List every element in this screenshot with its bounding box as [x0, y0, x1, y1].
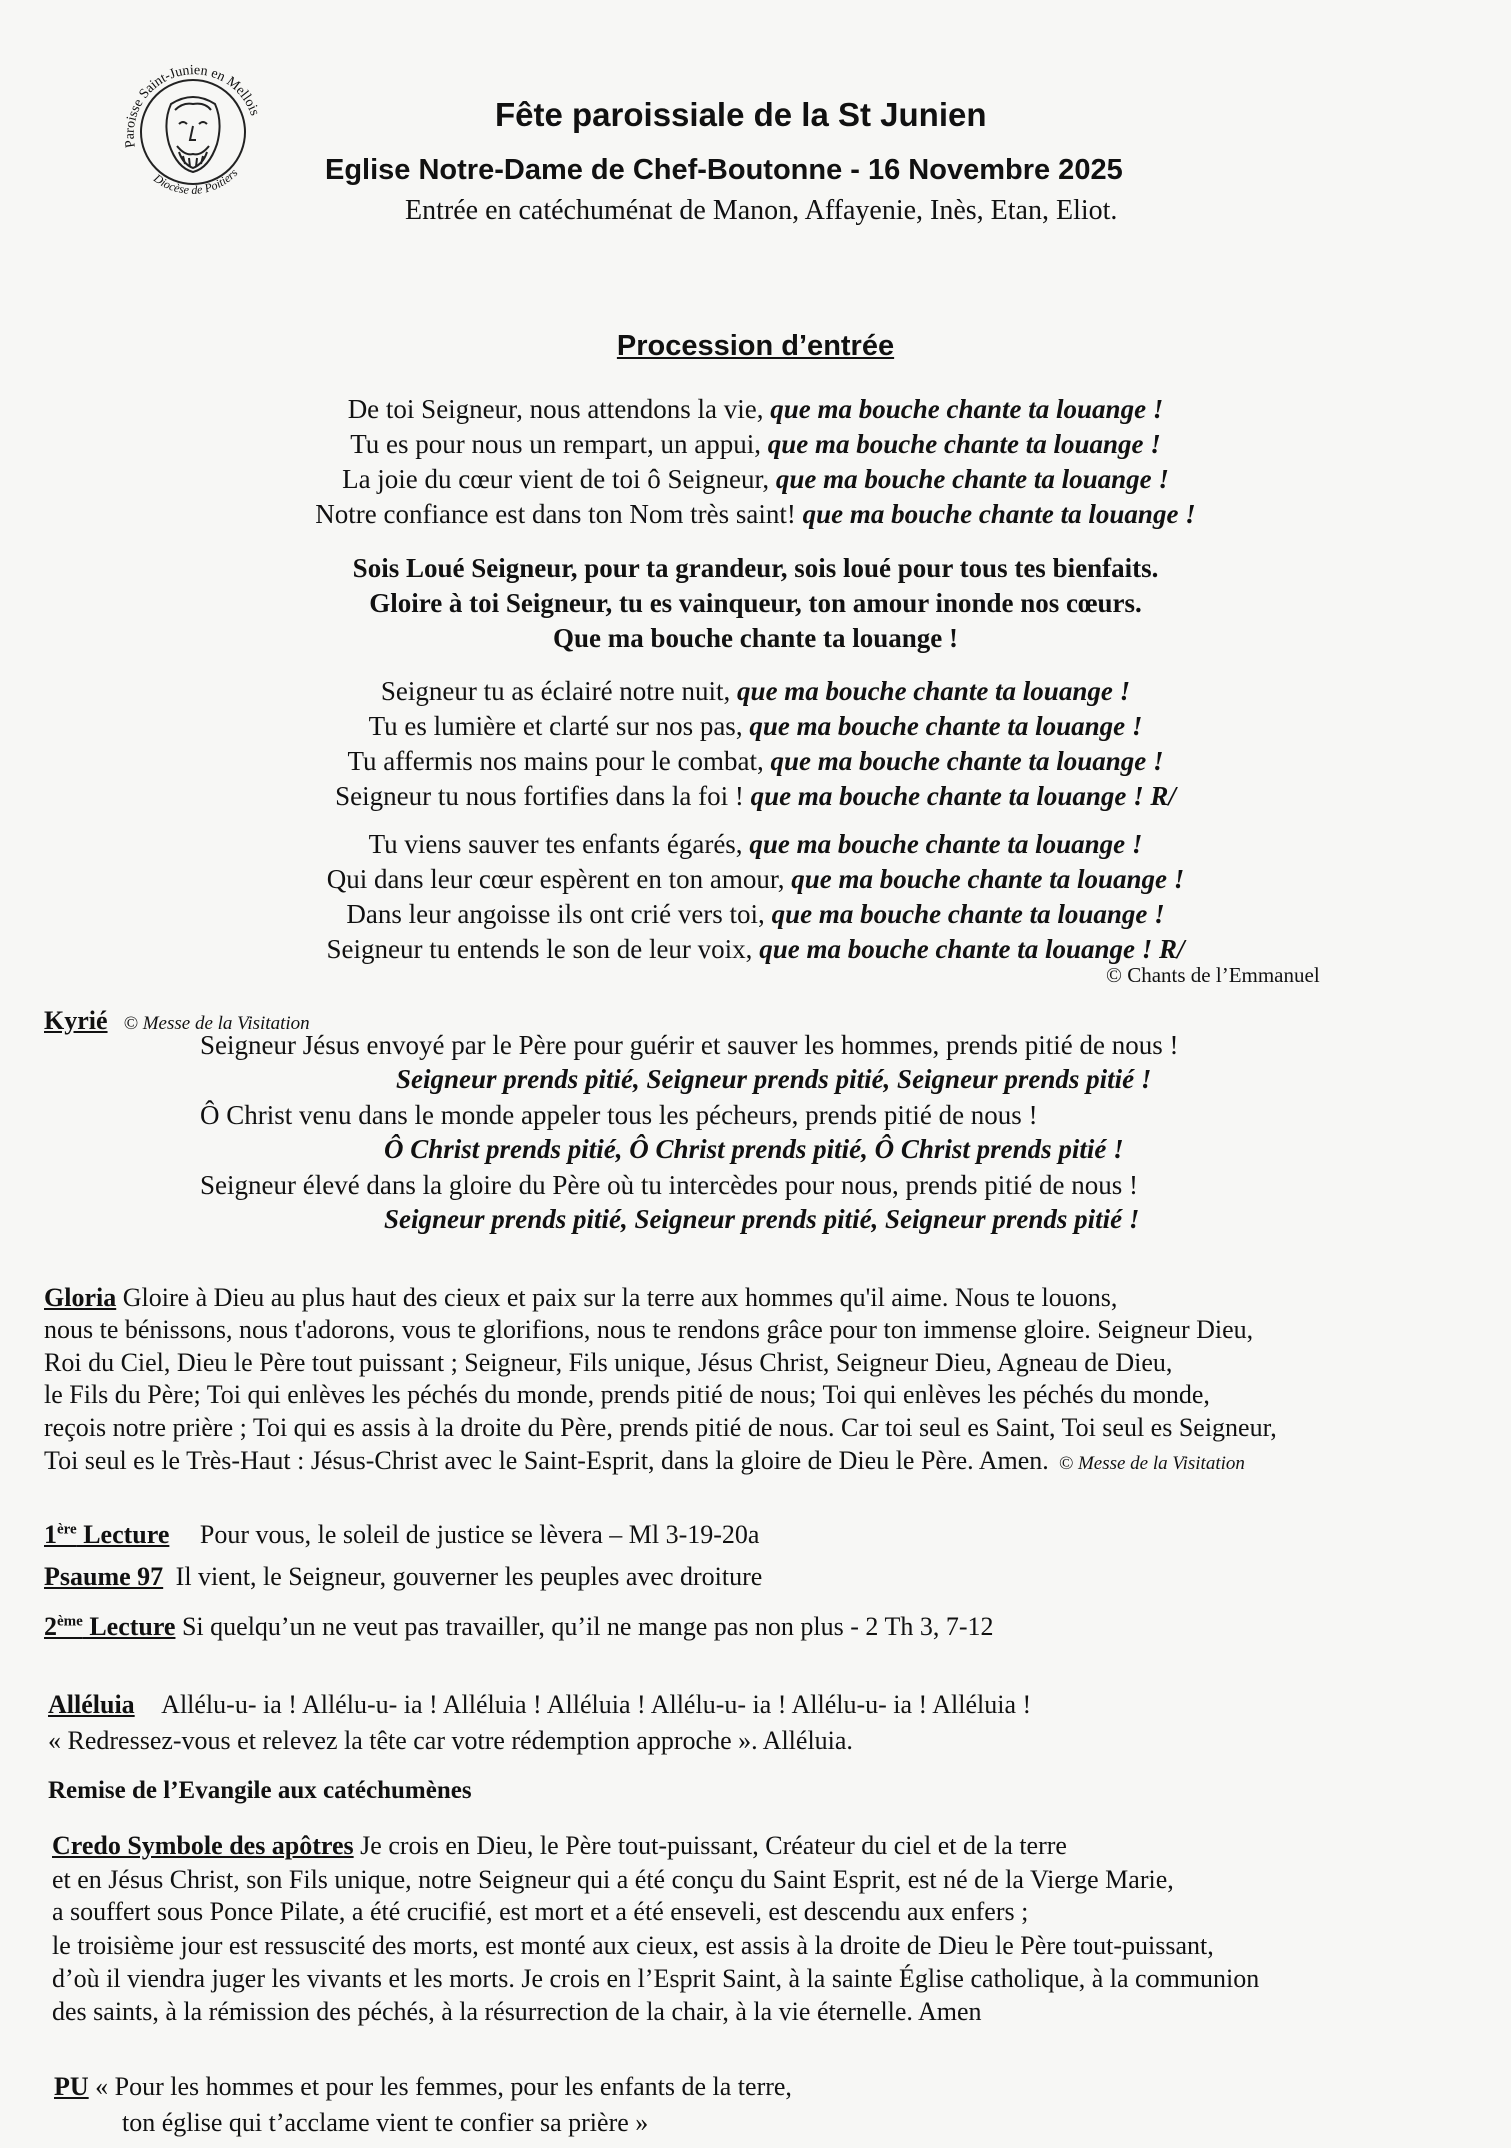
verse-line: Tu affermis nos mains pour le combat, que ma bouche chante ta louange !: [347, 746, 1164, 776]
gloria-label: Gloria: [44, 1283, 117, 1312]
kyrie-line: Ô Christ venu dans le monde appeler tous les pécheurs, prends pitié de nous !: [200, 1100, 1038, 1130]
second-reading: 2ème Lecture Si quelqu’un ne veut pas travailler, qu’il ne mange pas non plus - 2 Th 3, 7-12: [44, 1612, 994, 1641]
kyrie-line: Seigneur élevé dans la gloire du Père où tu intercèdes pour nous, prends pitié de nous !: [200, 1170, 1138, 1200]
gospel-handover: Remise de l’Evangile aux catéchumènes: [48, 1777, 472, 1804]
verse-line: De toi Seigneur, nous attendons la vie, que ma bouche chante ta louange !: [347, 394, 1164, 424]
verse-line: Notre confiance est dans ton Nom très saint! que ma bouche chante ta louange !: [315, 499, 1196, 529]
gloria-line: nous te bénissons, nous t'adorons, vous te glorifions, nous te rendons grâce pour ton immense gloire. Seigneur Dieu,: [44, 1315, 1254, 1344]
alleluia-line: Alléluia Allélu-u- ia ! Allélu-u- ia ! Alléluia ! Alléluia ! Allélu-u- ia ! Allélu-u- ia ! Alléluia !: [48, 1690, 1032, 1719]
first-reading-label: 1ère Lecture: [44, 1520, 170, 1549]
verse-line: Qui dans leur cœur espèrent en ton amour, que ma bouche chante ta louange !: [326, 864, 1185, 894]
credo-line: et en Jésus Christ, son Fils unique, notre Seigneur qui a été conçu du Saint Esprit, est né de la Vierge Marie,: [52, 1865, 1174, 1894]
verse-line: Seigneur tu entends le son de leur voix, que ma bouche chante ta louange ! R/: [326, 934, 1185, 964]
kyrie-credit: © Messe de la Visitation: [123, 1013, 310, 1034]
kyrie-line: Seigneur Jésus envoyé par le Père pour guérir et sauver les hommes, prends pitié de nous !: [200, 1030, 1179, 1060]
psalm: Psaume 97 Il vient, le Seigneur, gouverner les peuples avec droiture: [44, 1562, 763, 1591]
chorus-line: Gloire à toi Seigneur, tu es vainqueur, ton amour inonde nos cœurs.: [369, 588, 1142, 618]
kyrie-label: Kyrié: [44, 1006, 108, 1035]
logo-bottom-text: Diocèse de Poitiers: [151, 165, 241, 197]
chorus-line: Sois Loué Seigneur, pour ta grandeur, sois loué pour tous tes bienfaits.: [352, 553, 1159, 583]
second-reading-label: 2ème Lecture: [44, 1612, 176, 1641]
first-reading: 1ère Lecture Pour vous, le soleil de justice se lèvera – Ml 3-19-20a: [44, 1520, 760, 1549]
logo-top-text: Paroisse Saint-Junien en Mellois: [122, 63, 262, 149]
gloria-line: Gloria Gloire à Dieu au plus haut des cieux et paix sur la terre aux hommes qu'il aime. Nous te louons,: [44, 1283, 1118, 1312]
credo-line: Credo Symbole des apôtres Je crois en Dieu, le Père tout-puissant, Créateur du ciel et de la terre: [52, 1831, 1067, 1860]
verse-line: Dans leur angoisse ils ont crié vers toi, que ma bouche chante ta louange !: [346, 899, 1165, 929]
gloria-line: Roi du Ciel, Dieu le Père tout puissant ; Seigneur, Fils unique, Jésus Christ, Seigneur Dieu, Agneau de Dieu,: [44, 1348, 1173, 1377]
pu-label: PU: [54, 2072, 89, 2101]
credo-line: le troisième jour est ressuscité des morts, est monté aux cieux, est assis à la droite de Dieu le Père tout-puissant,: [52, 1931, 1214, 1960]
kyrie-response: Ô Christ prends pitié, Ô Christ prends pitié, Ô Christ prends pitié !: [384, 1134, 1124, 1164]
chorus-line: Que ma bouche chante ta louange !: [553, 623, 958, 653]
gloria-line: le Fils du Père; Toi qui enlèves les péchés du monde, prends pitié de nous; Toi qui enlèves les péchés du monde,: [44, 1380, 1210, 1409]
pu-line: ton église qui t’acclame vient te confier sa prière »: [122, 2108, 649, 2137]
verse-line: Seigneur tu as éclairé notre nuit, que ma bouche chante ta louange !: [380, 676, 1131, 706]
verse-line: Tu es lumière et clarté sur nos pas, que ma bouche chante ta louange !: [368, 711, 1143, 741]
credo-label: Credo Symbole des apôtres: [52, 1831, 354, 1860]
credo-line: a souffert sous Ponce Pilate, a été crucifié, est mort et a été enseveli, est descendu aux enfers ;: [52, 1897, 1029, 1926]
parish-logo: [113, 52, 273, 212]
catechumen-line: Entrée en catéchuménat de Manon, Affayenie, Inès, Etan, Eliot.: [405, 195, 1118, 226]
verse-line: Seigneur tu nous fortifies dans la foi ! que ma bouche chante ta louange ! R/: [335, 781, 1176, 811]
svg-text:Paroisse Saint-Junien en Mello: [123, 63, 262, 149]
verse-line: La joie du cœur vient de toi ô Seigneur, que ma bouche chante ta louange !: [342, 464, 1169, 494]
procession-title: Procession d’entrée: [616, 330, 895, 362]
psalm-label: Psaume 97: [44, 1562, 164, 1591]
kyrie-response: Seigneur prends pitié, Seigneur prends pitié, Seigneur prends pitié !: [384, 1204, 1140, 1234]
credo-line: d’où il viendra juger les vivants et les morts. Je crois en l’Esprit Saint, à la sainte Église catholique, à la communion: [52, 1964, 1260, 1993]
church-date-line: Eglise Notre-Dame de Chef-Boutonne - 16 Novembre 2025: [325, 154, 1123, 186]
verse-line: Tu viens sauver tes enfants égarés, que ma bouche chante ta louange !: [368, 829, 1143, 859]
gloria-credit: © Messe de la Visitation: [1058, 1453, 1245, 1474]
alleluia-verse: « Redressez-vous et relevez la tête car votre rédemption approche ». Alléluia.: [48, 1726, 853, 1755]
parish-seal-icon: [113, 52, 273, 212]
gloria-line: Toi seul es le Très-Haut : Jésus-Christ avec le Saint-Esprit, dans la gloire de Dieu le Père. Amen. © Messe de la Visitation: [44, 1446, 1245, 1475]
credo-line: des saints, à la rémission des péchés, à la résurrection de la chair, à la vie éternelle. Amen: [52, 1997, 982, 2026]
kyrie-response: Seigneur prends pitié, Seigneur prends pitié, Seigneur prends pitié !: [396, 1064, 1152, 1094]
procession-credit: © Chants de l’Emmanuel: [1106, 963, 1320, 987]
gloria-line: reçois notre prière ; Toi qui es assis à la droite du Père, prends pitié de nous. Car toi seul es Saint, Toi seul es Seigneur,: [44, 1413, 1277, 1442]
verse-line: Tu es pour nous un rempart, un appui, que ma bouche chante ta louange !: [350, 429, 1161, 459]
page-title: Fête paroissiale de la St Junien: [495, 96, 987, 133]
pu-line: PU « Pour les hommes et pour les femmes, pour les enfants de la terre,: [54, 2072, 792, 2101]
alleluia-label: Alléluia: [48, 1690, 135, 1719]
